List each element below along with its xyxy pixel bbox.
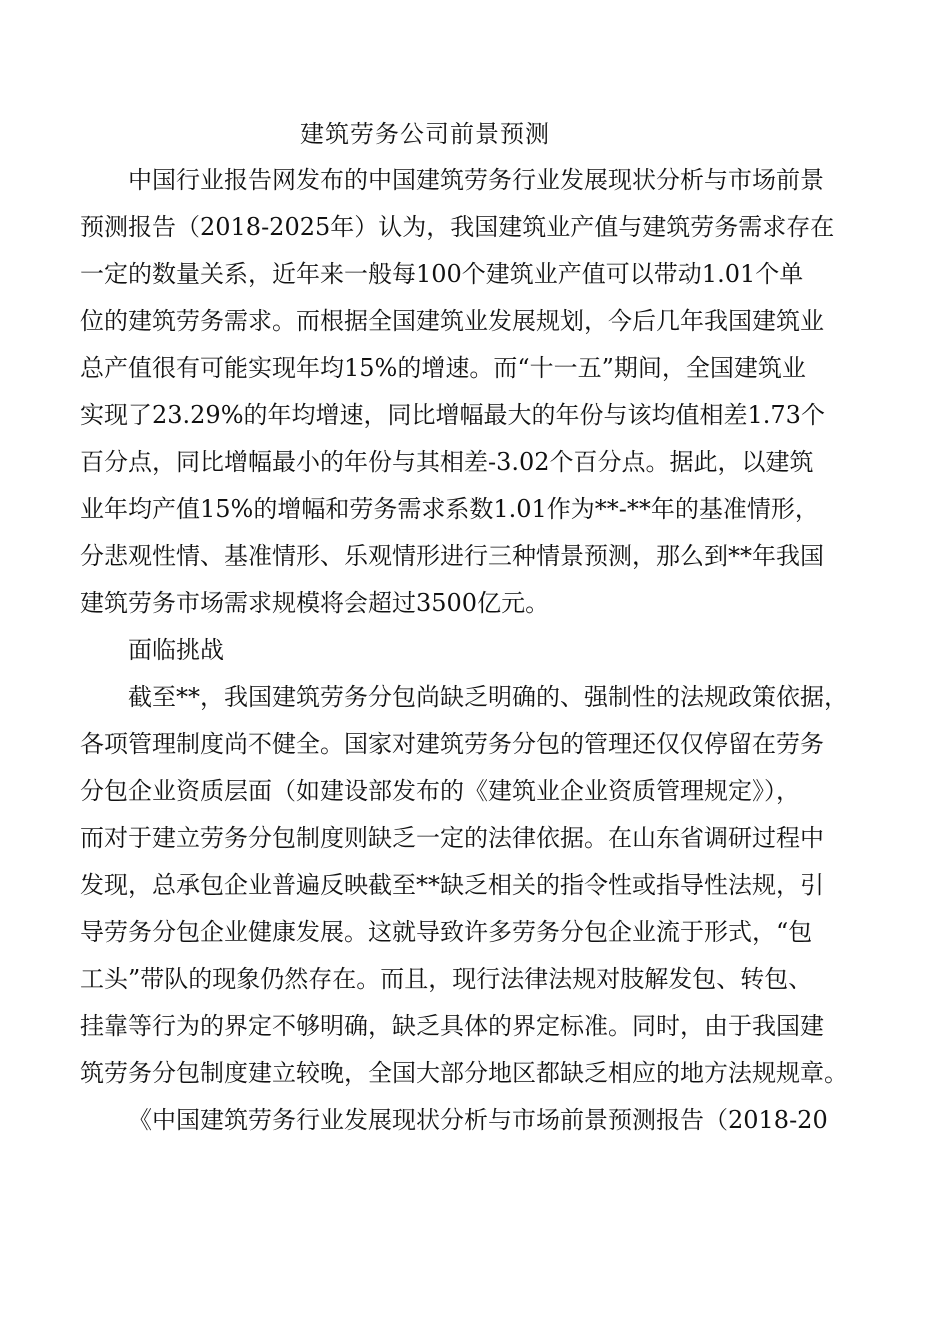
- paragraph-1-line-10: 建筑劳务市场需求规模将会超过3500亿元。: [80, 589, 550, 617]
- paragraph-2-line-5: 发现，总承包企业普遍反映截至**缺乏相关的指令性或指导性法规，引: [80, 871, 824, 899]
- paragraph-2-line-3: 分包企业资质层面（如建设部发布的《建筑业企业资质管理规定》），: [80, 777, 800, 805]
- paragraph-2-line-4: 而对于建立劳务分包制度则缺乏一定的法律依据。在山东省调研过程中: [80, 824, 824, 852]
- paragraph-1-line-5: 总产值很有可能实现年均15%的增速。而“十一五”期间，全国建筑业: [80, 354, 806, 382]
- paragraph-1-line-6: 实现了23.29%的年均增速，同比增幅最大的年份与该均值相差1.73个: [80, 401, 825, 429]
- paragraph-2-line-1: 截至**，我国建筑劳务分包尚缺乏明确的、强制性的法规政策依据，: [128, 683, 848, 711]
- paragraph-2-line-2: 各项管理制度尚不健全。国家对建筑劳务分包的管理还仅仅停留在劳务: [80, 730, 824, 758]
- paragraph-2-line-6: 导劳务分包企业健康发展。这就导致许多劳务分包企业流于形式，“包: [80, 918, 813, 946]
- paragraph-2-line-8: 挂靠等行为的界定不够明确，缺乏具体的界定标准。同时，由于我国建: [80, 1012, 824, 1040]
- paragraph-3-line-1: 《中国建筑劳务行业发展现状分析与市场前景预测报告（2018-20: [128, 1106, 828, 1134]
- paragraph-1-line-2: 预测报告（2018-2025年）认为，我国建筑业产值与建筑劳务需求存在: [80, 213, 835, 241]
- document-title: 建筑劳务公司前景预测: [300, 120, 550, 148]
- paragraph-2-line-7: 工头”带队的现象仍然存在。而且，现行法律法规对肢解发包、转包、: [80, 965, 813, 993]
- paragraph-1-line-8: 业年均产值15%的增幅和劳务需求系数1.01作为**-**年的基准情形，: [80, 495, 819, 523]
- paragraph-1-line-3: 一定的数量关系，近年来一般每100个建筑业产值可以带动1.01个单: [80, 260, 804, 288]
- paragraph-1-line-4: 位的建筑劳务需求。而根据全国建筑业发展规划，今后几年我国建筑业: [80, 307, 824, 335]
- paragraph-2-line-9: 筑劳务分包制度建立较晚，全国大部分地区都缺乏相应的地方法规规章。: [80, 1059, 848, 1087]
- section-heading: 面临挑战: [128, 636, 224, 664]
- paragraph-1-line-7: 百分点，同比增幅最小的年份与其相差-3.02个百分点。据此，以建筑: [80, 448, 814, 476]
- paragraph-1-line-1: 中国行业报告网发布的中国建筑劳务行业发展现状分析与市场前景: [128, 166, 824, 194]
- paragraph-1-line-9: 分悲观性情、基准情形、乐观情形进行三种情景预测，那么到**年我国: [80, 542, 824, 570]
